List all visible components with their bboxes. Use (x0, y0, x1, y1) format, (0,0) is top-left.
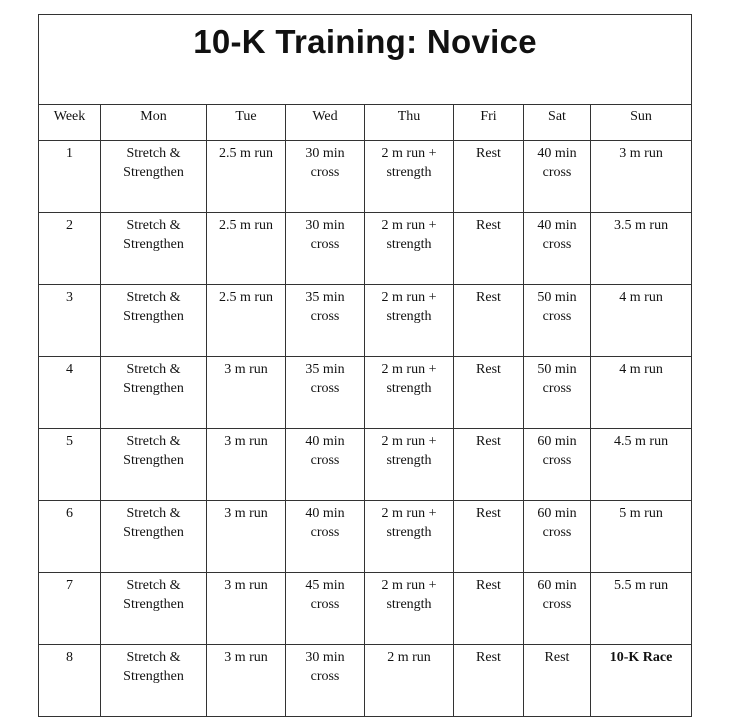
cell-text: Stretch & Strengthen (123, 578, 184, 612)
cell-text: 3 (66, 290, 73, 305)
cell-text: 3.5 m run (614, 218, 669, 233)
cell-text: Rest (544, 650, 570, 665)
column-header-tue: Tue (207, 105, 286, 141)
cell-text: 5 (66, 434, 73, 449)
column-header-sat: Sat (524, 105, 591, 141)
table-cell-tue (207, 429, 286, 501)
cell-text: 2.5 m run (218, 146, 274, 161)
table-cell-sun (591, 213, 692, 285)
table-cell-sun (591, 573, 692, 645)
table-cell-tue (207, 141, 286, 213)
table-cell-fri (454, 285, 524, 357)
cell-text: 3 m run (224, 650, 268, 665)
cell-text: 4 m run (619, 290, 663, 305)
training-schedule-sheet (38, 14, 691, 693)
table-cell-sun (591, 501, 692, 573)
cell-text: 40 min cross (537, 146, 577, 180)
cell-text: 60 min cross (537, 578, 577, 612)
column-header-thu: Thu (365, 105, 454, 141)
table-cell-mon (101, 573, 207, 645)
table-cell-thu (365, 141, 454, 213)
table-cell-thu (365, 429, 454, 501)
cell-text: 2 m run + strength (381, 362, 437, 396)
table-cell-week (39, 357, 101, 429)
table-row (39, 645, 692, 717)
table-cell-wed (286, 645, 365, 717)
table-cell-thu (365, 357, 454, 429)
cell-text: Stretch & Strengthen (123, 290, 184, 324)
table-cell-tue (207, 357, 286, 429)
table-cell-week (39, 429, 101, 501)
cell-text: Rest (476, 506, 501, 521)
table-row (39, 573, 692, 645)
cell-text: 6 (66, 506, 73, 521)
table-cell-thu (365, 573, 454, 645)
cell-text: 5.5 m run (614, 578, 669, 593)
table-cell-sat (524, 141, 591, 213)
cell-text: 10-K Race (609, 650, 673, 665)
table-cell-thu (365, 285, 454, 357)
column-header-fri: Fri (454, 105, 524, 141)
cell-text: 40 min cross (537, 218, 577, 252)
cell-text: Rest (476, 434, 501, 449)
cell-text: Rest (476, 146, 501, 161)
table-cell-mon (101, 645, 207, 717)
table-cell-week (39, 213, 101, 285)
table-cell-sun (591, 429, 692, 501)
cell-text: 5 m run (619, 506, 663, 521)
cell-text: 40 min cross (305, 506, 345, 540)
page-title: 10-K Training: Novice (193, 23, 537, 60)
table-cell-fri (454, 357, 524, 429)
cell-text: 50 min cross (537, 290, 577, 324)
cell-text: 3 m run (224, 362, 268, 377)
table-cell-fri (454, 501, 524, 573)
cell-text: 2 m run (387, 650, 431, 665)
cell-text: 2 m run + strength (381, 578, 437, 612)
cell-text: 3 m run (224, 578, 268, 593)
table-cell-sat (524, 213, 591, 285)
table-cell-tue (207, 501, 286, 573)
table-cell-wed (286, 357, 365, 429)
cell-text: 30 min cross (305, 146, 345, 180)
cell-text: 7 (66, 578, 73, 593)
cell-text: 40 min cross (305, 434, 345, 468)
table-cell-week (39, 645, 101, 717)
cell-text: Stretch & Strengthen (123, 146, 184, 180)
cell-text: 2 m run + strength (381, 506, 437, 540)
table-cell-sun (591, 357, 692, 429)
table-cell-wed (286, 285, 365, 357)
cell-text: 4 m run (619, 362, 663, 377)
cell-text: 8 (66, 650, 73, 665)
cell-text: 2 m run + strength (381, 146, 437, 180)
table-cell-sat (524, 645, 591, 717)
title-cell (39, 15, 692, 105)
table-cell-fri (454, 645, 524, 717)
table-cell-fri (454, 213, 524, 285)
table-cell-wed (286, 501, 365, 573)
column-header-mon: Mon (101, 105, 207, 141)
cell-text: 1 (66, 146, 73, 161)
cell-text: 35 min cross (305, 362, 345, 396)
table-cell-mon (101, 285, 207, 357)
table-cell-tue (207, 573, 286, 645)
cell-text: 3 m run (224, 506, 268, 521)
cell-text: 2 m run + strength (381, 218, 437, 252)
cell-text: Rest (476, 578, 501, 593)
table-cell-tue (207, 645, 286, 717)
cell-text: Stretch & Strengthen (123, 434, 184, 468)
cell-text: 2 m run + strength (381, 290, 437, 324)
table-cell-week (39, 141, 101, 213)
table-cell-week (39, 573, 101, 645)
table-cell-thu (365, 645, 454, 717)
cell-text: Stretch & Strengthen (123, 218, 184, 252)
cell-text: Rest (476, 650, 501, 665)
table-cell-thu (365, 501, 454, 573)
title-row (39, 15, 692, 105)
table-cell-sat (524, 285, 591, 357)
cell-text: Stretch & Strengthen (123, 362, 184, 396)
table-cell-tue (207, 285, 286, 357)
table-row (39, 429, 692, 501)
table-cell-mon (101, 141, 207, 213)
cell-text: 60 min cross (537, 434, 577, 468)
table-cell-sat (524, 429, 591, 501)
cell-text: 30 min cross (305, 650, 345, 684)
table-cell-sun (591, 285, 692, 357)
cell-text: 35 min cross (305, 290, 345, 324)
cell-text: 30 min cross (305, 218, 345, 252)
table-cell-thu (365, 213, 454, 285)
cell-text: Rest (476, 290, 501, 305)
table-cell-mon (101, 429, 207, 501)
table-cell-sat (524, 357, 591, 429)
column-header-sun: Sun (591, 105, 692, 141)
table-cell-tue (207, 213, 286, 285)
table-cell-fri (454, 141, 524, 213)
cell-text: 2 (66, 218, 73, 233)
table-cell-wed (286, 213, 365, 285)
table-cell-sun (591, 645, 692, 717)
cell-text: 50 min cross (537, 362, 577, 396)
cell-text: 4.5 m run (614, 434, 669, 449)
cell-text: Stretch & Strengthen (123, 650, 184, 684)
table-cell-mon (101, 357, 207, 429)
table-cell-week (39, 285, 101, 357)
table-row (39, 141, 692, 213)
cell-text: 4 (66, 362, 73, 377)
cell-text: 60 min cross (537, 506, 577, 540)
cell-text: 3 m run (619, 146, 663, 161)
table-cell-sat (524, 501, 591, 573)
table-cell-wed (286, 141, 365, 213)
cell-text: Stretch & Strengthen (123, 506, 184, 540)
table-row (39, 213, 692, 285)
cell-text: 45 min cross (305, 578, 345, 612)
table-row (39, 357, 692, 429)
cell-text: 2 m run + strength (381, 434, 437, 468)
cell-text: 2.5 m run (218, 218, 274, 233)
cell-text: Rest (476, 218, 501, 233)
header-row (39, 105, 692, 141)
cell-text: 2.5 m run (218, 290, 274, 305)
table-cell-wed (286, 573, 365, 645)
table-cell-wed (286, 429, 365, 501)
training-table (38, 14, 692, 717)
table-cell-week (39, 501, 101, 573)
table-cell-mon (101, 501, 207, 573)
cell-text: Rest (476, 362, 501, 377)
table-cell-fri (454, 429, 524, 501)
table-row (39, 285, 692, 357)
table-cell-fri (454, 573, 524, 645)
table-cell-sat (524, 573, 591, 645)
table-cell-mon (101, 213, 207, 285)
cell-text: 3 m run (224, 434, 268, 449)
column-header-wed: Wed (286, 105, 365, 141)
column-header-week: Week (39, 105, 101, 141)
table-cell-sun (591, 141, 692, 213)
table-row (39, 501, 692, 573)
